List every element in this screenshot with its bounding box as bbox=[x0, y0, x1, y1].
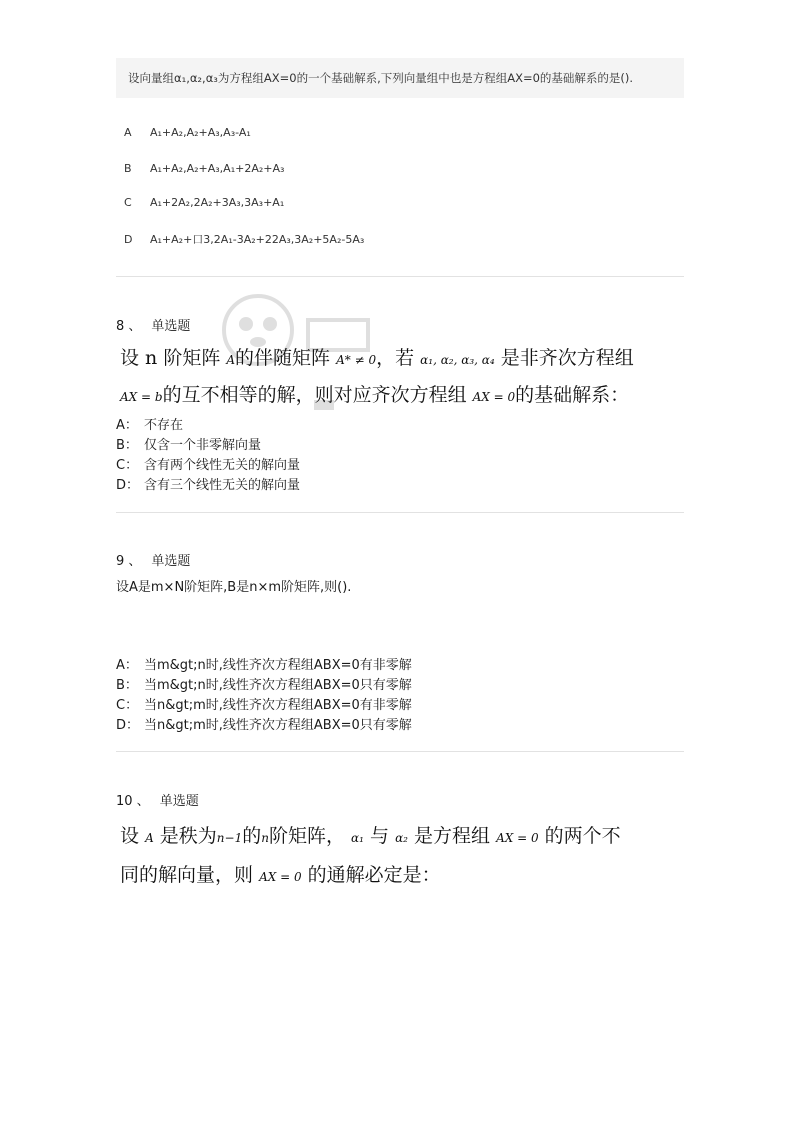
option-letter: C bbox=[124, 196, 132, 209]
question-9-option-b[interactable] bbox=[116, 674, 412, 693]
math-equation: AX = 0 bbox=[472, 390, 516, 404]
math-equation: AX = 0 bbox=[496, 831, 539, 845]
divider bbox=[116, 276, 684, 277]
math-order: n bbox=[261, 831, 269, 845]
option-letter: C： bbox=[116, 698, 139, 713]
question-9-stem: 设A是m×N阶矩阵,B是n×m阶矩阵,则(). bbox=[116, 580, 352, 595]
stem-text: 的通解必定是： bbox=[307, 864, 441, 886]
question-10-header bbox=[116, 790, 199, 809]
question-8-header bbox=[116, 315, 190, 334]
question-8-stem-line-1 bbox=[120, 343, 634, 370]
option-letter: B： bbox=[116, 438, 138, 453]
option-text: A₁+A₂,A₂+A₃,A₁+2A₂+A₃ bbox=[150, 162, 285, 175]
stem-text: 是秩为 bbox=[159, 825, 217, 847]
option-letter: A： bbox=[116, 418, 138, 433]
question-9-option-d[interactable] bbox=[116, 714, 412, 733]
option-text: A₁+2A₂,2A₂+3A₃,3A₃+A₁ bbox=[150, 196, 285, 209]
question-number: 10 、 bbox=[116, 794, 150, 809]
question-10-stem-line-1 bbox=[120, 821, 621, 848]
option-text: 不存在 bbox=[144, 418, 184, 433]
stem-text: 的基础解系： bbox=[515, 384, 630, 406]
math-vectors: α₁, α₂, α₃, α₄ bbox=[420, 353, 495, 367]
question-10-stem-line-2 bbox=[120, 860, 441, 887]
option-letter: D： bbox=[116, 718, 140, 733]
option-text: 含有两个线性无关的解向量 bbox=[144, 458, 301, 473]
question-9-header bbox=[116, 550, 190, 569]
math-vector: α₁ bbox=[351, 831, 364, 845]
option-letter: A： bbox=[116, 658, 138, 673]
option-text: A₁+A₂+口3,2A₁-3A₂+22A₃,3A₂+5A₂-5A₃ bbox=[150, 233, 365, 246]
question-type: 单选题 bbox=[151, 319, 191, 334]
math-matrix: A bbox=[226, 353, 236, 367]
option-letter: D bbox=[124, 233, 133, 246]
question-7-stem: 设向量组α₁,α₂,α₃为方程组AX=0的一个基础解系,下列向量组中也是方程组AX=0的基础解系的是(). bbox=[128, 71, 634, 85]
stem-text: 是非齐次方程组 bbox=[500, 347, 634, 369]
question-type: 单选题 bbox=[159, 794, 199, 809]
question-number: 8 、 bbox=[116, 319, 142, 334]
question-8-option-b[interactable] bbox=[116, 434, 261, 453]
math-condition: A* ≠ 0 bbox=[336, 353, 377, 367]
option-text: 含有三个线性无关的解向量 bbox=[144, 478, 301, 493]
math-rank: n−1 bbox=[216, 831, 243, 845]
option-letter: D： bbox=[116, 478, 140, 493]
question-7-option-d[interactable] bbox=[124, 231, 364, 247]
question-9-option-c[interactable] bbox=[116, 694, 412, 713]
question-9-option-a[interactable] bbox=[116, 654, 412, 673]
question-8-option-a[interactable] bbox=[116, 414, 183, 433]
math-matrix: A bbox=[145, 831, 154, 845]
math-equation: AX = 0 bbox=[259, 870, 302, 884]
option-text: 当n&gt;m时,线性齐次方程组ABX=0有非零解 bbox=[144, 698, 412, 713]
stem-text: 设 n 阶矩阵 bbox=[120, 347, 221, 369]
question-7-option-c[interactable] bbox=[124, 196, 284, 209]
stem-text: 是方程组 bbox=[414, 825, 491, 847]
option-letter: C： bbox=[116, 458, 139, 473]
option-text: 当m&gt;n时,线性齐次方程组ABX=0有非零解 bbox=[144, 658, 412, 673]
option-letter: B bbox=[124, 162, 132, 175]
option-letter: A bbox=[124, 126, 132, 139]
stem-text: 的互不相等的解，则对应齐次方程组 bbox=[162, 384, 467, 406]
question-number: 9 、 bbox=[116, 554, 142, 569]
question-7-option-a[interactable] bbox=[124, 126, 251, 139]
stem-text: 阶矩阵， bbox=[268, 825, 345, 847]
stem-text: 同的解向量，则 bbox=[120, 864, 254, 886]
question-8-option-d[interactable] bbox=[116, 474, 300, 493]
question-8-stem-line-2 bbox=[120, 380, 629, 407]
option-text: 当m&gt;n时,线性齐次方程组ABX=0只有零解 bbox=[144, 678, 412, 693]
question-8-option-c[interactable] bbox=[116, 454, 300, 473]
option-text: A₁+A₂,A₂+A₃,A₃-A₁ bbox=[150, 126, 251, 139]
question-7-option-b[interactable] bbox=[124, 162, 284, 175]
divider bbox=[116, 751, 684, 752]
option-text: 当n&gt;m时,线性齐次方程组ABX=0只有零解 bbox=[144, 718, 412, 733]
math-vector: α₂ bbox=[395, 831, 408, 845]
stem-text: 的伴随矩阵 bbox=[235, 347, 331, 369]
question-type: 单选题 bbox=[151, 554, 191, 569]
stem-text: 与 bbox=[370, 825, 390, 847]
stem-text: 的两个不 bbox=[544, 825, 621, 847]
stem-text: ，若 bbox=[376, 347, 415, 369]
stem-text: 的 bbox=[242, 825, 262, 847]
option-letter: B： bbox=[116, 678, 138, 693]
option-text: 仅含一个非零解向量 bbox=[144, 438, 262, 453]
math-equation: AX = b bbox=[120, 390, 163, 404]
divider bbox=[116, 512, 684, 513]
stem-text: 设 bbox=[120, 825, 140, 847]
